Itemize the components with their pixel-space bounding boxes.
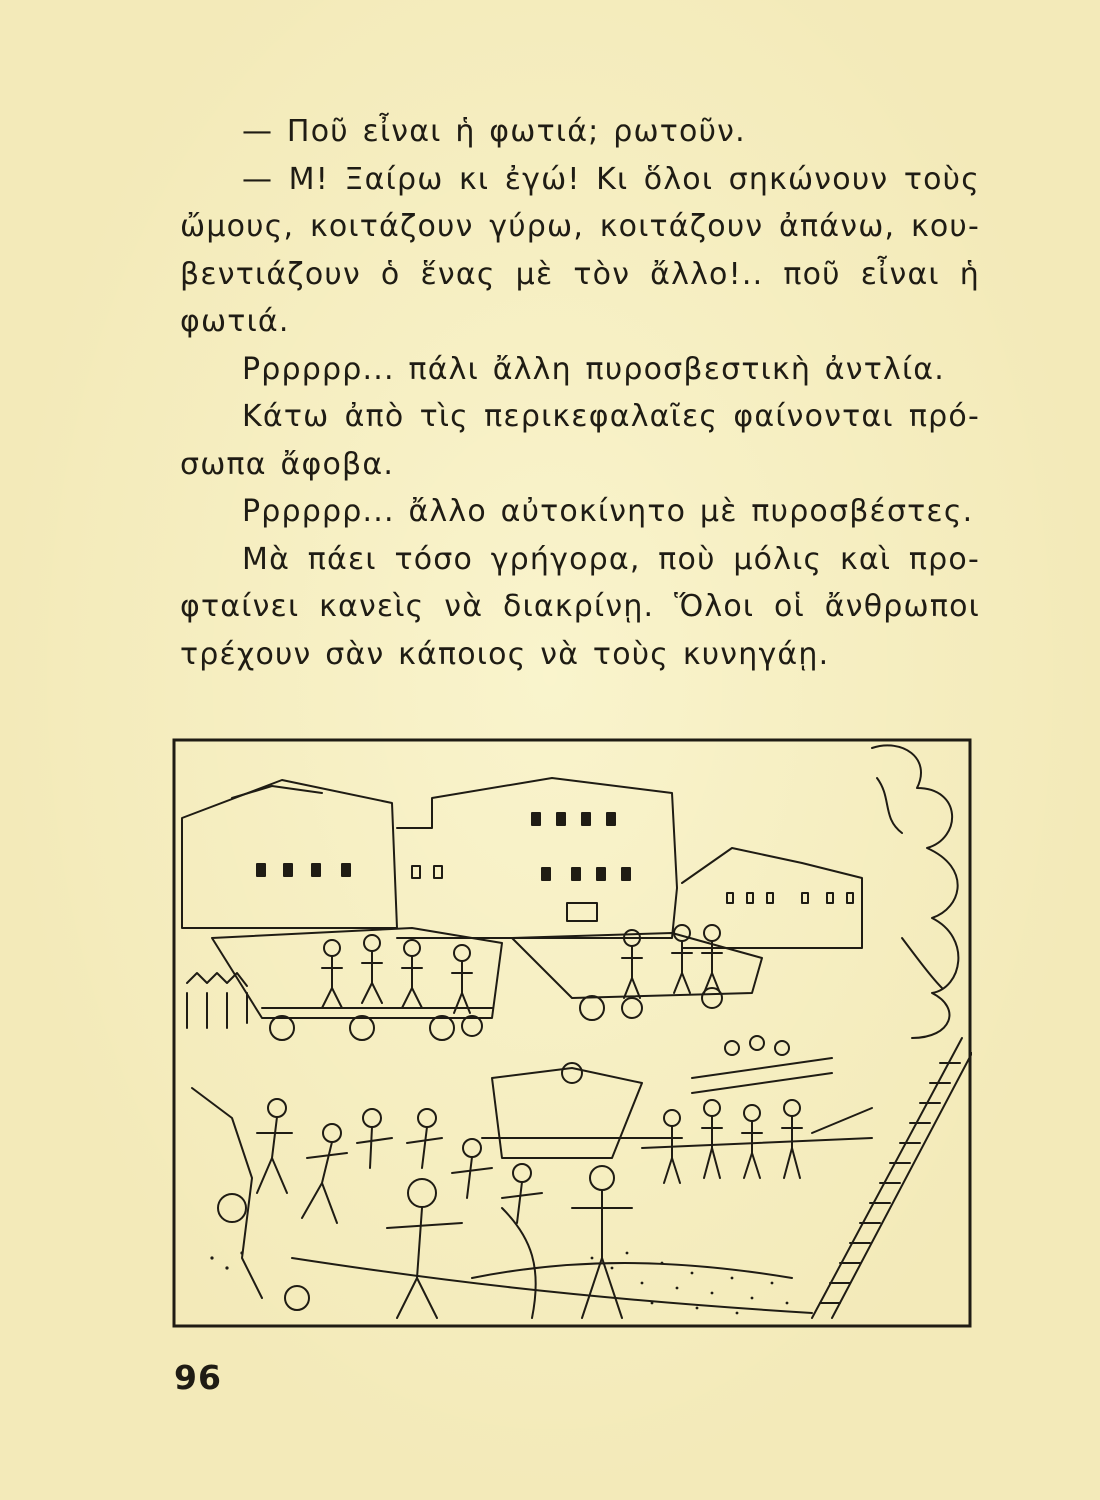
text-line-6: Ρρρρρρ... πάλι ἄλλη πυροσβεστικὴ ἀντλία.	[242, 351, 946, 387]
text-line-4: βεντιάζουν ὁ ἕνας μὲ τὸν ἄλλο!.. ποῦ εἶναι ἡ	[180, 256, 980, 292]
text-line-9: Ρρρρρρ... ἄλλο αὐτοκίνητο μὲ πυροσβέστες.	[242, 494, 974, 529]
text-line-7: Κάτω ἀπὸ τὶς περικεφαλαῖες φαίνονται πρό-	[242, 399, 980, 434]
text-line-12: τρέχουν σὰν κάποιος νὰ τοὺς κυνηγάῃ.	[180, 636, 830, 672]
text-line-5: φωτιά.	[180, 304, 290, 339]
text-line-3: ὤμους, κοιτάζουν γύρω, κοιτάζουν ἀπάνω, κου-	[180, 209, 980, 244]
text-line-10: Μὰ πάει τόσο γρήγορα, ποὺ μόλις καὶ προ-	[242, 541, 980, 577]
text-line-8: σωπα ἄφοβα.	[180, 446, 395, 482]
text-line-11: φταίνει κανεὶς νὰ διακρίνῃ. Ὅλοι οἱ ἄνθρωποι	[180, 589, 980, 624]
text-line-1: — Ποῦ εἶναι ἡ φωτιά; ρωτοῦν.	[242, 114, 746, 149]
body-text	[180, 108, 980, 678]
text-line-2: — Μ! Ξαίρω κι ἐγώ! Κι ὅλοι σηκώνουν τοὺς	[242, 161, 980, 197]
firefighters-illustration	[172, 738, 972, 1328]
page-number: 96	[174, 1358, 222, 1397]
